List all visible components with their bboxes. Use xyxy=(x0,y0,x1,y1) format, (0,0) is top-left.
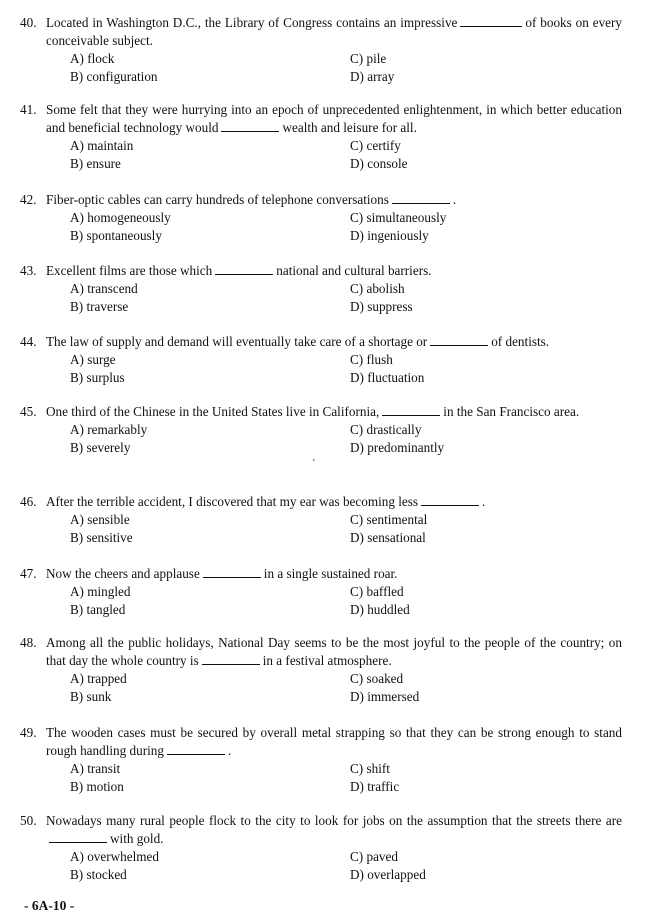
question-46 xyxy=(20,493,622,547)
question-number: 44. xyxy=(20,334,37,349)
answer-option: C) simultaneously xyxy=(350,210,447,225)
answer-option: B) sensitive xyxy=(70,530,133,545)
question-number: 42. xyxy=(20,192,37,207)
question-text: The wooden cases must be secured by overall metal strapping so that they can be strong enough to stand rough handling during xyxy=(46,725,622,758)
question-stem xyxy=(20,634,622,670)
answer-blank xyxy=(382,403,440,416)
answer-option: D) fluctuation xyxy=(350,370,425,385)
question-45 xyxy=(20,403,622,457)
answer-options xyxy=(70,511,622,547)
question-text-continued: national and cultural barriers. xyxy=(276,263,432,278)
answer-option: C) shift xyxy=(350,761,390,776)
answer-option: B) spontaneously xyxy=(70,228,162,243)
question-44 xyxy=(20,333,622,387)
question-40 xyxy=(20,14,622,86)
answer-options xyxy=(70,583,622,619)
answer-option: C) abolish xyxy=(350,281,405,296)
answer-option: D) traffic xyxy=(350,779,400,794)
stray-mark: ' xyxy=(313,458,315,469)
answer-option: C) soaked xyxy=(350,671,404,686)
question-text-continued: . xyxy=(227,743,232,758)
question-49 xyxy=(20,724,622,796)
answer-options xyxy=(70,848,622,884)
answer-blank xyxy=(221,119,279,132)
answer-option: D) ingeniously xyxy=(350,228,429,243)
question-stem xyxy=(20,403,622,421)
answer-option: B) motion xyxy=(70,779,124,794)
question-stem xyxy=(20,565,622,583)
question-stem xyxy=(20,262,622,280)
answer-blank xyxy=(421,493,479,506)
question-50 xyxy=(20,812,622,884)
answer-option: A) remarkably xyxy=(70,422,148,437)
answer-option: B) configuration xyxy=(70,69,158,84)
question-text: Nowadays many rural people flock to the city to look for jobs on the assumption that the streets there are xyxy=(46,813,622,828)
question-stem xyxy=(20,333,622,351)
answer-options xyxy=(70,137,622,173)
answer-blank xyxy=(49,830,107,843)
answer-option: A) transit xyxy=(70,761,121,776)
answer-blank xyxy=(460,14,522,27)
answer-option: D) suppress xyxy=(350,299,413,314)
answer-option: A) flock xyxy=(70,51,115,66)
answer-options xyxy=(70,209,622,245)
answer-option: B) stocked xyxy=(70,867,127,882)
answer-option: C) drastically xyxy=(350,422,422,437)
question-number: 49. xyxy=(20,725,37,740)
question-text-continued: with gold. xyxy=(110,831,164,846)
answer-option: C) baffled xyxy=(350,584,404,599)
question-43 xyxy=(20,262,622,316)
question-text: The law of supply and demand will eventually take care of a shortage or xyxy=(46,334,428,349)
answer-options xyxy=(70,760,622,796)
answer-option: A) homogeneously xyxy=(70,210,171,225)
answer-options xyxy=(70,670,622,706)
question-text-continued: wealth and leisure for all. xyxy=(282,120,417,135)
answer-option: A) trapped xyxy=(70,671,127,686)
answer-option: B) severely xyxy=(70,440,131,455)
answer-option: C) sentimental xyxy=(350,512,428,527)
answer-option: C) flush xyxy=(350,352,393,367)
question-text-continued: . xyxy=(452,192,457,207)
question-stem xyxy=(20,14,622,50)
answer-option: A) transcend xyxy=(70,281,138,296)
question-number: 43. xyxy=(20,263,37,278)
answer-option: D) huddled xyxy=(350,602,410,617)
answer-blank xyxy=(167,742,225,755)
question-47 xyxy=(20,565,622,619)
answer-options xyxy=(70,351,622,387)
question-number: 45. xyxy=(20,404,37,419)
answer-option: D) array xyxy=(350,69,395,84)
answer-option: D) predominantly xyxy=(350,440,445,455)
answer-option: D) immersed xyxy=(350,689,420,704)
question-text-continued: in a single sustained roar. xyxy=(263,566,398,581)
question-48 xyxy=(20,634,622,706)
question-text: After the terrible accident, I discovered that my ear was becoming less xyxy=(46,494,419,509)
answer-option: A) mingled xyxy=(70,584,131,599)
question-number: 41. xyxy=(20,102,37,117)
question-text-continued: in the San Francisco area. xyxy=(443,404,580,419)
question-text: Excellent films are those which xyxy=(46,263,213,278)
answer-blank xyxy=(215,262,273,275)
answer-option: B) tangled xyxy=(70,602,126,617)
answer-option: B) sunk xyxy=(70,689,112,704)
answer-option: B) ensure xyxy=(70,156,121,171)
question-number: 40. xyxy=(20,15,37,30)
answer-option: C) certify xyxy=(350,138,401,153)
answer-blank xyxy=(392,191,450,204)
answer-blank xyxy=(203,565,261,578)
question-stem xyxy=(20,493,622,511)
question-42 xyxy=(20,191,622,245)
answer-option: B) traverse xyxy=(70,299,129,314)
question-stem xyxy=(20,724,622,760)
answer-blank xyxy=(202,652,260,665)
answer-option: A) maintain xyxy=(70,138,134,153)
answer-option: A) sensible xyxy=(70,512,130,527)
question-text: Fiber-optic cables can carry hundreds of telephone conversations xyxy=(46,192,389,207)
question-number: 50. xyxy=(20,813,37,828)
question-stem xyxy=(20,812,622,848)
answer-option: B) surplus xyxy=(70,370,125,385)
answer-option: D) sensational xyxy=(350,530,426,545)
question-text: Now the cheers and applause xyxy=(46,566,200,581)
question-text: Located in Washington D.C., the Library of Congress contains an impressive xyxy=(46,15,458,30)
answer-option: D) console xyxy=(350,156,408,171)
answer-option: A) overwhelmed xyxy=(70,849,159,864)
answer-options xyxy=(70,421,622,457)
answer-options xyxy=(70,50,622,86)
question-41 xyxy=(20,101,622,173)
answer-option: D) overlapped xyxy=(350,867,426,882)
answer-options xyxy=(70,280,622,316)
answer-option: C) paved xyxy=(350,849,398,864)
answer-blank xyxy=(430,333,488,346)
question-text-continued: of dentists. xyxy=(491,334,550,349)
answer-option: A) surge xyxy=(70,352,116,367)
question-text-continued: in a festival atmosphere. xyxy=(262,653,392,668)
question-stem xyxy=(20,101,622,137)
question-text: Some felt that they were hurrying into an epoch of unprecedented enlightenment, in which better education and beneficial technology would xyxy=(46,102,622,135)
question-text: One third of the Chinese in the United States live in California, xyxy=(46,404,380,419)
question-number: 48. xyxy=(20,635,37,650)
answer-option: C) pile xyxy=(350,51,387,66)
question-number: 46. xyxy=(20,494,37,509)
question-number: 47. xyxy=(20,566,37,581)
question-text: Among all the public holidays, National Day seems to be the most joyful to the people of the country; on that day the whole country is xyxy=(46,635,622,668)
question-text-continued: of books on every conceivable subject. xyxy=(46,15,623,48)
question-text-continued: . xyxy=(482,494,486,509)
page-number: - 6A-10 - xyxy=(24,898,75,913)
question-stem xyxy=(20,191,622,209)
